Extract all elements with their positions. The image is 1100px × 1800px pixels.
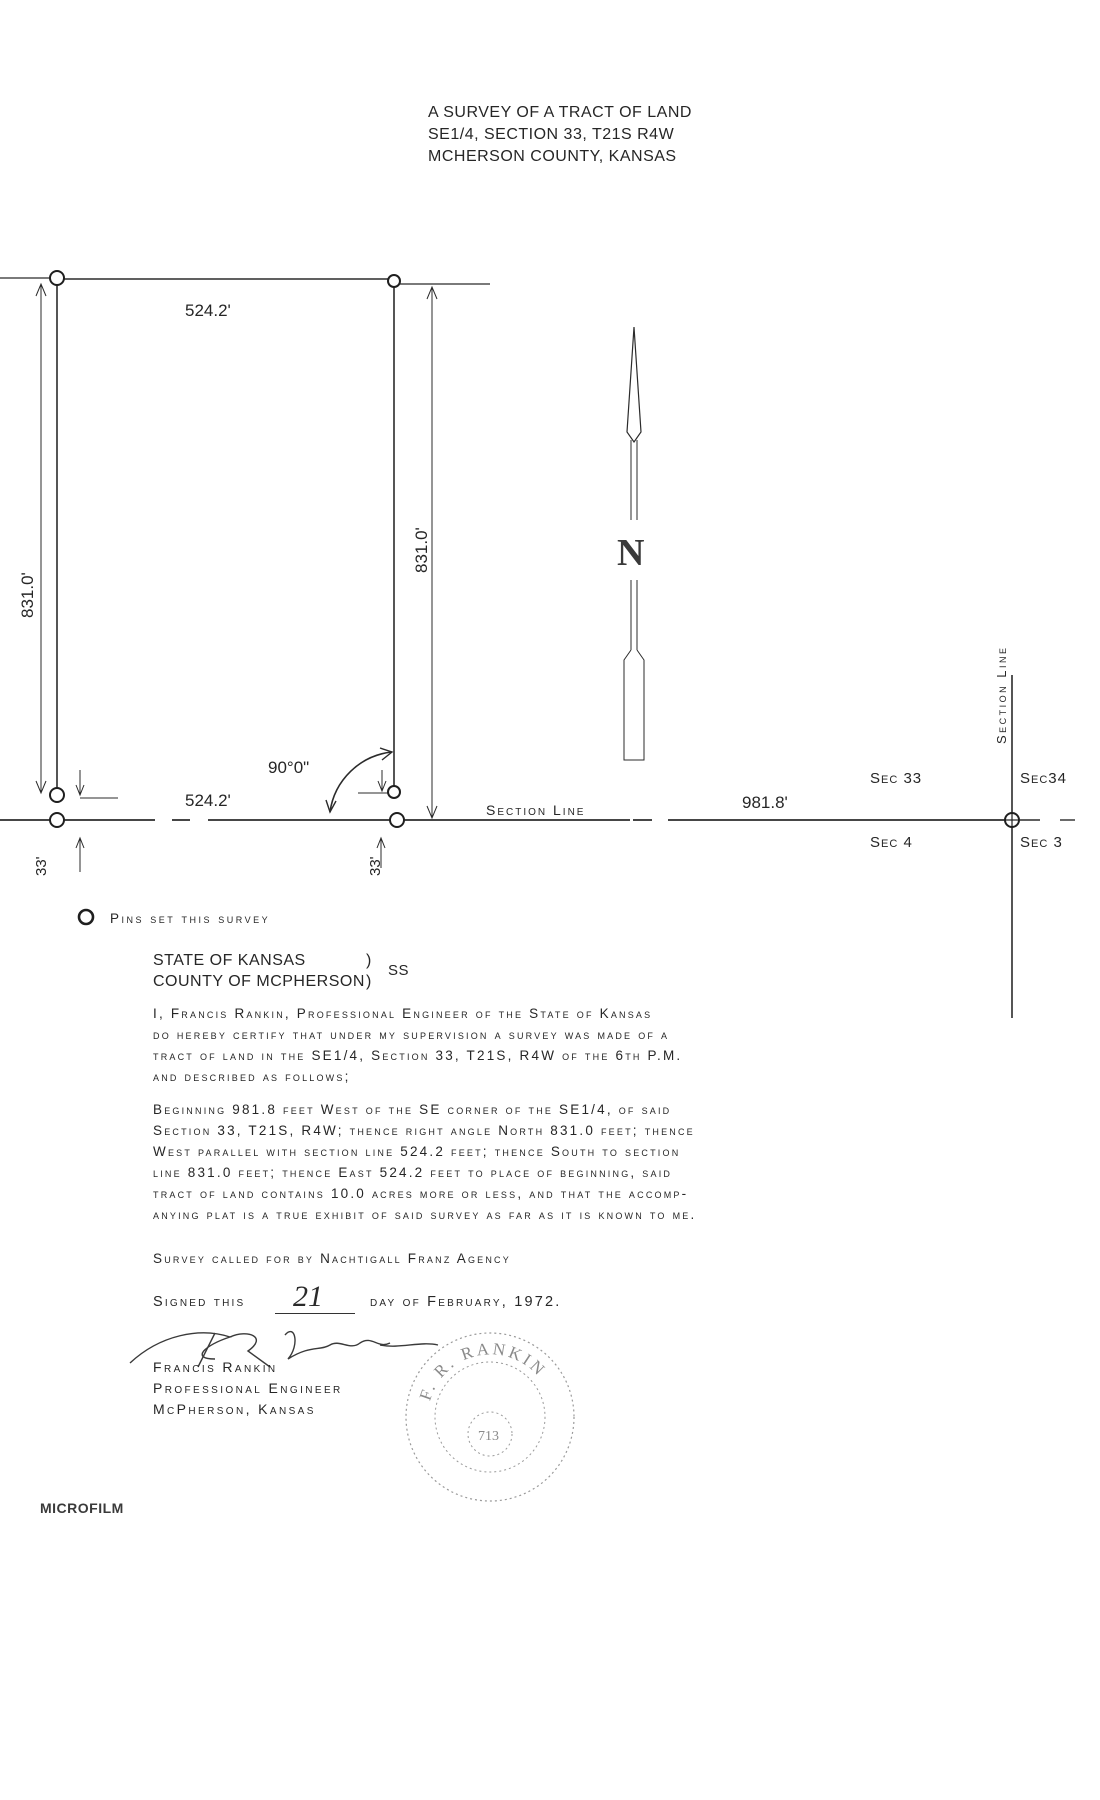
description-line-3: West parallel with section line 524.2 feet; thence South to section bbox=[153, 1144, 681, 1159]
survey-pins bbox=[50, 271, 1019, 924]
microfilm-stamp: MICROFILM bbox=[40, 1500, 124, 1516]
certification-line-1: I, Francis Rankin, Professional Engineer of the State of Kansas bbox=[153, 1006, 653, 1021]
signed-prefix: Signed this bbox=[153, 1294, 246, 1310]
legal-description bbox=[153, 1099, 696, 1225]
title-line-3: MCHERSON COUNTY, KANSAS bbox=[428, 148, 677, 165]
sec-34-label: Sec34 bbox=[1020, 770, 1067, 787]
engineer-seal bbox=[398, 1322, 583, 1512]
certification-line-4: and described as follows; bbox=[153, 1069, 351, 1084]
pin-ne bbox=[388, 275, 400, 287]
description-line-4: line 831.0 feet; thence East 524.2 feet to place of beginning, said bbox=[153, 1165, 673, 1180]
legend-pin-icon bbox=[79, 910, 93, 924]
east-distance-label: 981.8' bbox=[742, 793, 788, 812]
pin-sw bbox=[50, 788, 64, 802]
sec-4-label: Sec 4 bbox=[870, 834, 913, 851]
description-line-2: Section 33, T21S, R4W; thence right angle North 831.0 feet; thence bbox=[153, 1123, 695, 1138]
signer-name: Francis Rankin bbox=[153, 1359, 278, 1375]
pin-nw bbox=[50, 271, 64, 285]
survey-called-for: Survey called for by Nachtigall Franz Agency bbox=[153, 1251, 511, 1266]
offset-left-label: 33' bbox=[33, 856, 50, 876]
seal-name: F. R. RANKIN bbox=[415, 1339, 551, 1403]
signed-suffix: day of February, 1972. bbox=[370, 1294, 562, 1310]
title-line-1: A SURVEY OF A TRACT OF LAND bbox=[428, 104, 692, 121]
venue-county: COUNTY OF MCPHERSON bbox=[153, 973, 365, 990]
certification-line-2: do hereby certify that under my supervision a survey was made of a bbox=[153, 1027, 670, 1042]
top-width-label: 524.2' bbox=[185, 301, 231, 320]
pin-se-section bbox=[390, 813, 404, 827]
pin-sw-section bbox=[50, 813, 64, 827]
venue-block bbox=[153, 950, 365, 992]
venue-ss: SS bbox=[388, 962, 410, 979]
offset-right-label: 33' bbox=[367, 856, 384, 876]
certification-line-3: tract of land in the SE1/4, Section 33, T21S, R4W of the 6th P.M. bbox=[153, 1048, 683, 1063]
right-height-label: 831.0' bbox=[412, 527, 431, 573]
pin-se bbox=[388, 786, 400, 798]
angle-label: 90°0" bbox=[268, 758, 310, 777]
certification-paragraph bbox=[153, 1003, 682, 1087]
left-height-label: 831.0' bbox=[18, 572, 37, 618]
pins-legend-label: Pins set this survey bbox=[110, 911, 271, 926]
signed-day: 21 bbox=[293, 1280, 323, 1313]
north-letter: N bbox=[617, 532, 645, 574]
description-line-1: Beginning 981.8 feet West of the SE corner of the SE1/4, of said bbox=[153, 1102, 672, 1117]
signer-title: Professional Engineer bbox=[153, 1380, 343, 1396]
description-line-6: anying plat is a true exhibit of said survey as far as it is known to me. bbox=[153, 1207, 697, 1222]
seal-number: 713 bbox=[478, 1429, 499, 1444]
bottom-width-label: 524.2' bbox=[185, 791, 231, 810]
signed-day-underline bbox=[275, 1313, 355, 1314]
venue-paren-bottom: ) bbox=[366, 973, 372, 990]
signer-location: McPherson, Kansas bbox=[153, 1401, 316, 1417]
venue-state: STATE OF KANSAS bbox=[153, 952, 306, 969]
description-line-5: tract of land contains 10.0 acres more or less, and that the accomp- bbox=[153, 1186, 689, 1201]
venue-paren-top: ) bbox=[366, 952, 372, 969]
north-arrow-tip bbox=[627, 327, 641, 442]
sec-3-label: Sec 3 bbox=[1020, 834, 1063, 851]
section-line-vertical-label: Section Line bbox=[994, 645, 1009, 744]
title-line-2: SE1/4, SECTION 33, T21S R4W bbox=[428, 126, 675, 143]
sec-33-label: Sec 33 bbox=[870, 770, 923, 787]
section-line-label: Section Line bbox=[486, 802, 586, 818]
signature-block bbox=[153, 1357, 343, 1420]
